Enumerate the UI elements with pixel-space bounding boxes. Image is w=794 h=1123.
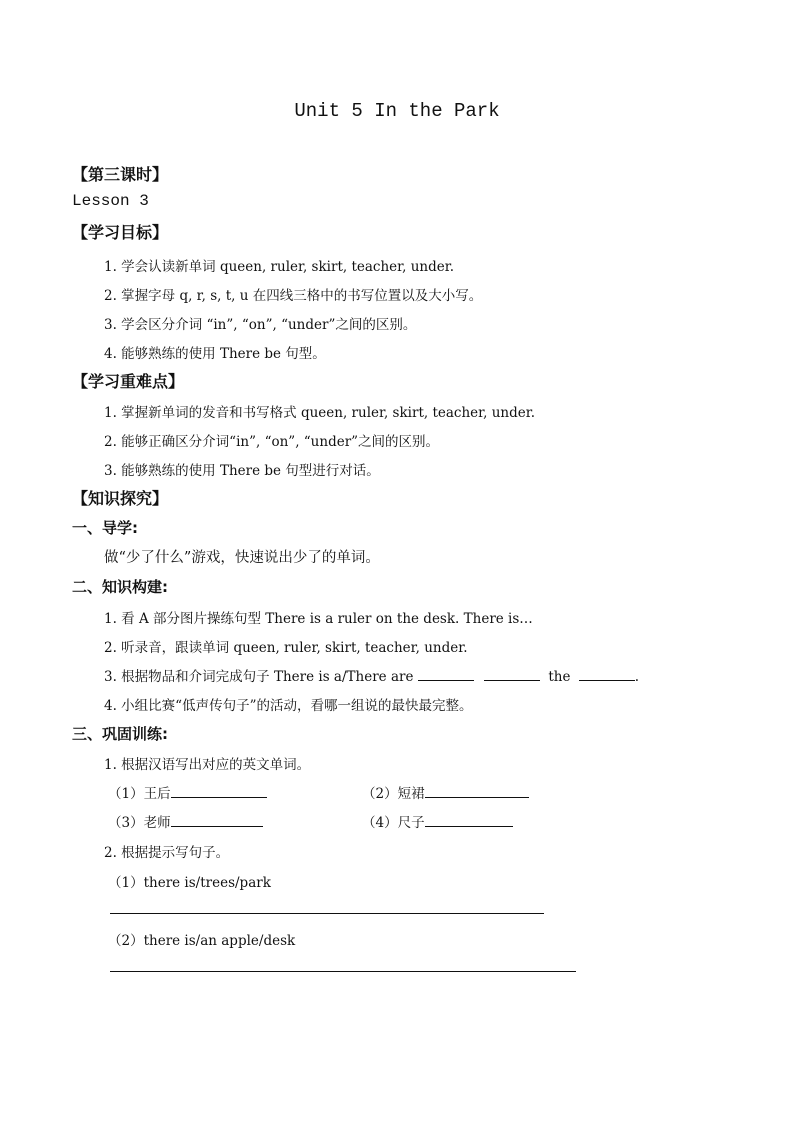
word-prompt: （4）尺子 xyxy=(362,815,425,831)
objectives-heading: 【学习目标】 xyxy=(72,223,169,242)
answer-blank[interactable] xyxy=(425,812,513,827)
objective-item: 4. 能够熟练的使用 There be 句型。 xyxy=(104,346,326,362)
word-exercise-item xyxy=(108,811,263,831)
word-exercise-item xyxy=(362,782,529,802)
build-item-fill-sentence xyxy=(104,665,639,685)
answer-blank[interactable] xyxy=(171,783,267,798)
sentence-prompt: （1）there is/trees/park xyxy=(108,875,271,891)
build-item: 1. 看 A 部分图片操练句型 There is a ruler on the desk. There is… xyxy=(104,611,533,627)
word-prompt: （2）短裙 xyxy=(362,786,425,802)
fill-sentence-end: . xyxy=(634,669,640,685)
fill-sentence-word: the xyxy=(548,669,571,685)
keypoints-heading: 【学习重难点】 xyxy=(72,372,185,391)
objective-item: 1. 学会认读新单词 queen, ruler, skirt, teacher, under. xyxy=(104,259,454,275)
exercise-1-title: 1. 根据汉语写出对应的英文单词。 xyxy=(104,757,311,773)
answer-blank[interactable] xyxy=(171,812,263,827)
section-preview-title: 一、导学: xyxy=(72,519,138,537)
word-exercise-item xyxy=(108,782,267,802)
build-item: 4. 小组比赛“低声传句子”的活动，看哪一组说的最快最完整。 xyxy=(104,698,473,714)
keypoint-item: 3. 能够熟练的使用 There be 句型进行对话。 xyxy=(104,463,380,479)
keypoint-item: 2. 能够正确区分介词“in”, “on”, “under”之间的区别。 xyxy=(104,434,440,450)
answer-line[interactable] xyxy=(110,913,544,914)
answer-blank[interactable] xyxy=(579,666,635,681)
preview-text: 做“少了什么”游戏，快速说出少了的单词。 xyxy=(104,550,380,566)
page-title: Unit 5 In the Park xyxy=(294,100,500,122)
explore-heading: 【知识探究】 xyxy=(72,489,169,508)
lesson-label: Lesson 3 xyxy=(72,192,149,210)
section-practice-title: 三、巩固训练: xyxy=(72,725,168,743)
answer-blank[interactable] xyxy=(418,666,474,681)
answer-blank[interactable] xyxy=(484,666,540,681)
sentence-prompt: （2）there is/an apple/desk xyxy=(108,933,296,949)
exercise-2-title: 2. 根据提示写句子。 xyxy=(104,845,230,861)
keypoint-item: 1. 掌握新单词的发音和书写格式 queen, ruler, skirt, teacher, under. xyxy=(104,405,535,421)
lesson-period-heading: 【第三课时】 xyxy=(72,165,169,184)
build-item: 2. 听录音，跟读单词 queen, ruler, skirt, teacher, under. xyxy=(104,640,468,656)
fill-sentence-start: 3. 根据物品和介词完成句子 There is a/There are xyxy=(104,669,414,685)
objective-item: 3. 学会区分介词 “in”, “on”, “under”之间的区别。 xyxy=(104,317,417,333)
word-prompt: （3）老师 xyxy=(108,815,171,831)
answer-line[interactable] xyxy=(110,971,576,972)
answer-blank[interactable] xyxy=(425,783,529,798)
word-exercise-item xyxy=(362,811,513,831)
objective-item: 2. 掌握字母 q, r, s, t, u 在四线三格中的书写位置以及大小写。 xyxy=(104,288,483,304)
section-build-title: 二、知识构建: xyxy=(72,578,168,596)
word-prompt: （1）王后 xyxy=(108,786,171,802)
